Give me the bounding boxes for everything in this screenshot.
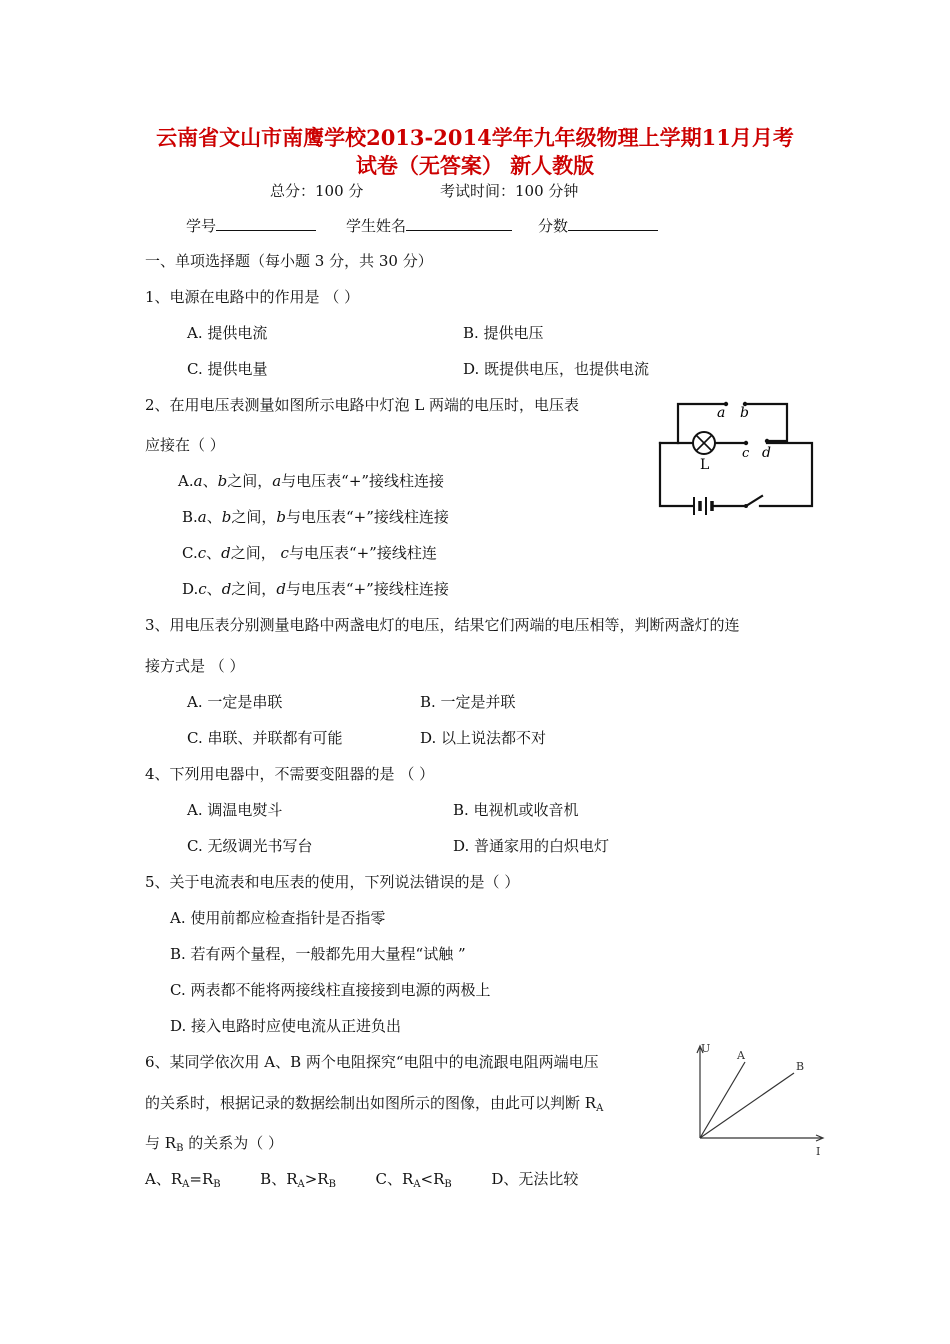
graph-line-a-label: A [737, 1049, 745, 1062]
label-lamp: L [700, 457, 710, 473]
q2-d-var1: c [198, 580, 207, 598]
student-id-label: 学号 [186, 217, 217, 235]
graph-line-b [700, 1073, 794, 1138]
q6-stem-line2-sub: A [596, 1103, 604, 1114]
q3-stem-line1: 3、用电压表分别测量电路中两盏电灯的电压，结果它们两端的电压相等，判断两盏灯的连 [145, 616, 740, 634]
q1-option-a: A. 提供电流 [187, 324, 268, 342]
q2-d-var2: d [221, 580, 232, 598]
q2-a-var3: a [272, 472, 282, 490]
graph-line-a [700, 1062, 745, 1138]
circuit-wire-top-right [745, 404, 787, 441]
q2-d-sep: 、 [206, 580, 222, 598]
switch-icon [746, 496, 762, 506]
label-b: b [740, 405, 749, 421]
q6-option-a: A、$R_A=R_B$ [145, 1170, 221, 1190]
section-heading: 一、单项选择题（每小题 3 分，共 30 分） [145, 252, 433, 270]
q2-c-sep: 、 [206, 544, 222, 562]
student-id-blank [216, 216, 316, 231]
q2-c-mid: 之间， [230, 544, 281, 562]
total-score: 总分：100 分 [270, 182, 364, 200]
circuit-wire-outer-left [660, 443, 692, 506]
q2-a-mid: 之间， [227, 472, 273, 490]
graph-x-label: I [816, 1145, 821, 1158]
q5-option-b: B. 若有两个量程，一般都先用大量程“试触 ” [170, 945, 466, 963]
q4-option-c: C. 无级调光书写台 [187, 837, 313, 855]
page-title-line2: 试卷（无答案） 新人教版 [355, 153, 595, 178]
page-title-line1: 云南省文山市南鹰学校2013-2014学年九年级物理上学期11月月考 [156, 125, 794, 150]
switch-pivot [744, 504, 748, 508]
battery-icon [694, 497, 712, 515]
q3-option-b: B. 一定是并联 [420, 693, 516, 711]
q2-b-var1: a [197, 508, 207, 526]
q2-b-mid: 之间， [231, 508, 277, 526]
q6-option-c: C、$R_A<R_B$ [375, 1170, 452, 1190]
q5-option-d: D. 接入电路时应使电流从正进负出 [170, 1017, 402, 1035]
q6-stem-line3-pre: 与 R [145, 1134, 177, 1152]
q2-a-letter: A. [178, 472, 194, 490]
q4-option-d: D. 普通家用的白炽电灯 [453, 837, 610, 855]
q2-d-tail: 与电压表“+”接线柱连接 [285, 580, 449, 598]
q2-b-letter: B. [182, 508, 198, 526]
q1-option-c: C. 提供电量 [187, 360, 268, 378]
q4-option-b: B. 电视机或收音机 [453, 801, 579, 819]
q2-a-tail: 与电压表“+”接线柱连接 [281, 472, 445, 490]
student-name-label: 学生姓名 [346, 217, 407, 235]
q5-option-c: C. 两表都不能将两接线柱直接接到电源的两极上 [170, 981, 491, 999]
u-i-graph [690, 1040, 830, 1160]
circuit-diagram [650, 395, 820, 520]
q3-option-d: D. 以上说法都不对 [420, 729, 547, 747]
q5-stem: 5、关于电流表和电压表的使用，下列说法错误的是（ ） [145, 873, 520, 891]
q3-option-a: A. 一定是串联 [187, 693, 283, 711]
q1-option-d: D. 既提供电压，也提供电流 [463, 360, 650, 378]
q2-c-var1: c [197, 544, 207, 562]
q2-c-tail: 与电压表“+”接线柱连 [288, 544, 437, 562]
lamp-icon [693, 432, 715, 454]
q2-a-sep: 、 [202, 472, 218, 490]
q6-options [145, 1168, 578, 1190]
exam-time: 考试时间：100 分钟 [440, 182, 579, 200]
q6-option-b: B、$R_A>R_B$ [260, 1170, 336, 1190]
q5-option-a: A. 使用前都应检查指针是否指零 [170, 909, 386, 927]
terminal-c [744, 441, 748, 445]
q1-stem: 1、电源在电路中的作用是 （ ） [145, 288, 360, 306]
q2-d-mid: 之间， [231, 580, 277, 598]
graph-y-label: U [701, 1042, 711, 1055]
student-id-field [186, 215, 316, 236]
q2-b-sep: 、 [206, 508, 222, 526]
q6-stem-line1: 6、某同学依次用 A、B 两个电阻探究“电阻中的电流跟电阻两端电压 [145, 1053, 599, 1071]
q2-b-tail: 与电压表“+”接线柱连接 [286, 508, 449, 526]
q3-stem-line2: 接方式是 （ ） [145, 657, 245, 675]
q2-c-var2: d [221, 544, 231, 562]
q2-a-var2: b [217, 472, 228, 490]
q2-option-c [182, 542, 437, 563]
q2-option-b [182, 506, 449, 527]
q1-option-b: B. 提供电压 [463, 324, 544, 342]
graph-line-b-label: B [796, 1060, 805, 1073]
q2-stem-line2: 应接在（ ） [145, 436, 225, 454]
score-label: 分数 [538, 217, 569, 235]
q2-option-a [178, 470, 444, 491]
q4-option-a: A. 调温电熨斗 [187, 801, 283, 819]
student-name-blank [406, 216, 512, 231]
student-name-field [346, 215, 512, 236]
label-d: d [762, 445, 771, 461]
q2-stem-line1: 2、在用电压表测量如图所示电路中灯泡 L 两端的电压时，电压表 [145, 396, 580, 414]
q3-option-c: C. 串联、并联都有可能 [187, 729, 343, 747]
q2-a-var1: a [193, 472, 203, 490]
q6-stem-line3-post: 的关系为（ ） [183, 1134, 283, 1152]
q6-stem-line3-sub: B [176, 1143, 184, 1154]
q6-stem-line2-text: 的关系时，根据记录的数据绘制出如图所示的图像，由此可以判断 R [145, 1094, 597, 1112]
q6-option-d: D、无法比较 [491, 1170, 579, 1188]
terminal-d [765, 439, 769, 443]
score-field [538, 215, 658, 236]
q6-stem-line2 [145, 1092, 603, 1114]
q4-stem: 4、下列用电器中，不需要变阻器的是 （ ） [145, 765, 435, 783]
q6-stem-line3 [145, 1132, 283, 1154]
score-blank [568, 216, 658, 231]
label-c: c [742, 446, 750, 461]
q2-c-var3: c [280, 544, 289, 562]
q2-option-d [182, 578, 449, 599]
label-a: a [717, 405, 726, 421]
q2-d-letter: D. [182, 580, 199, 598]
q2-b-var2: b [221, 508, 232, 526]
q2-d-var3: d [276, 580, 286, 598]
q2-c-letter: C. [182, 544, 198, 562]
q2-b-var3: b [276, 508, 286, 526]
